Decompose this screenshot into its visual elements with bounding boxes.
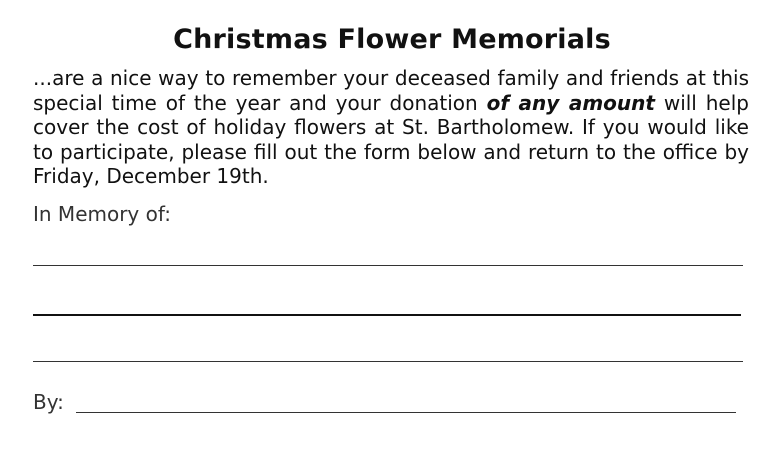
form-title: Christmas Flower Memorials bbox=[173, 24, 611, 55]
intro-text-start: ...are a nice way to remember your deceased family and friends at this special time of the year and your donation bbox=[33, 66, 749, 115]
intro-emphasis: of any amount bbox=[486, 90, 655, 115]
intro-text-end: will help cover the cost of holiday flowers at St. Bartholomew. If you would like to participate, please fill out the form below and return to the office by Friday, December 19th. bbox=[33, 90, 749, 188]
by-name-line[interactable] bbox=[76, 412, 736, 413]
intro-paragraph bbox=[33, 66, 749, 189]
memory-name-line-1[interactable] bbox=[33, 265, 743, 266]
memory-name-line-2[interactable] bbox=[33, 314, 741, 316]
memory-name-line-3[interactable] bbox=[33, 361, 743, 362]
in-memory-of-label: In Memory of: bbox=[33, 202, 171, 226]
by-label: By: bbox=[33, 390, 64, 414]
